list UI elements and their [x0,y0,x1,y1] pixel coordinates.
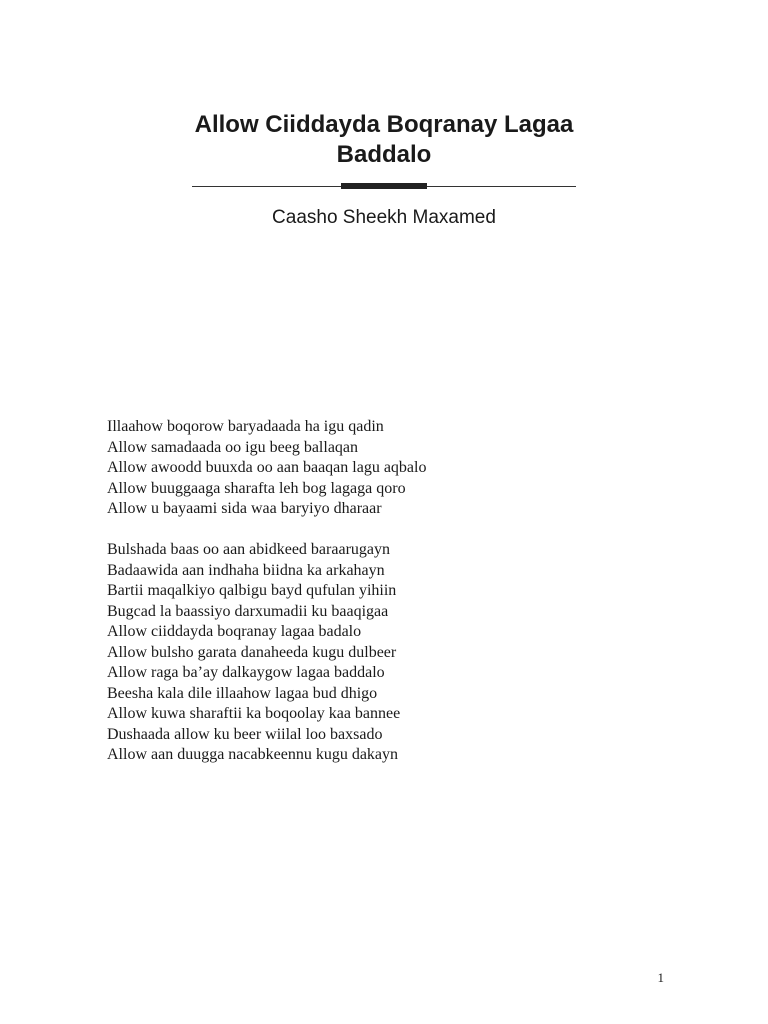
poem-line: Allow kuwa sharaftii ka boqoolay kaa bannee [107,705,401,722]
poem-line: Allow samadaada oo igu beeg ballaqan [107,438,359,456]
title-line-2: Baddalo [336,141,432,168]
title-line-1: Allow Ciiddayda Boqranay Lagaa [194,111,574,138]
author-name: Caasho Sheekh Maxamed [272,207,496,228]
stanza-2 [107,540,667,766]
poem-line: Allow bulsho garata danaheeda kugu dulbeer [107,643,397,661]
poem-line: Allow buuggaaga sharafta leh bog lagaga qoro [107,479,406,497]
poem-body [107,417,667,786]
poem-line: Dushaada allow ku beer wiilal loo baxsado [107,725,383,743]
page-title [0,110,768,170]
poem-line: Allow u bayaami sida waa baryiyo dharaar [107,500,382,517]
poem-line: Bulshada baas oo aan abidkeed baraarugayn [107,541,390,558]
poem-line: Bugcad la baassiyo darxumadii ku baaqigaa [107,602,389,620]
poem-line: Allow raga ba’ay dalkaygow lagaa baddalo [107,664,385,681]
stanza-1 [107,417,667,520]
poem-line: Allow awoodd buuxda oo aan baaqan lagu aqbalo [107,459,427,476]
poem-line: Badaawida aan indhaha biidna ka arkahayn [107,561,385,579]
page-number: 1 [657,970,664,985]
poem-line: Allow ciiddayda boqranay lagaa badalo [107,623,362,640]
poem-line: Illaahow boqorow baryadaada ha igu qadin [107,418,384,435]
poem-line: Allow aan duugga nacabkeennu kugu dakayn [107,746,399,763]
poem-line: Beesha kala dile illaahow lagaa bud dhigo [107,684,378,702]
title-divider-accent [341,183,427,189]
poem-line: Bartii maqalkiyo qalbigu bayd qufulan yihiin [107,582,397,599]
